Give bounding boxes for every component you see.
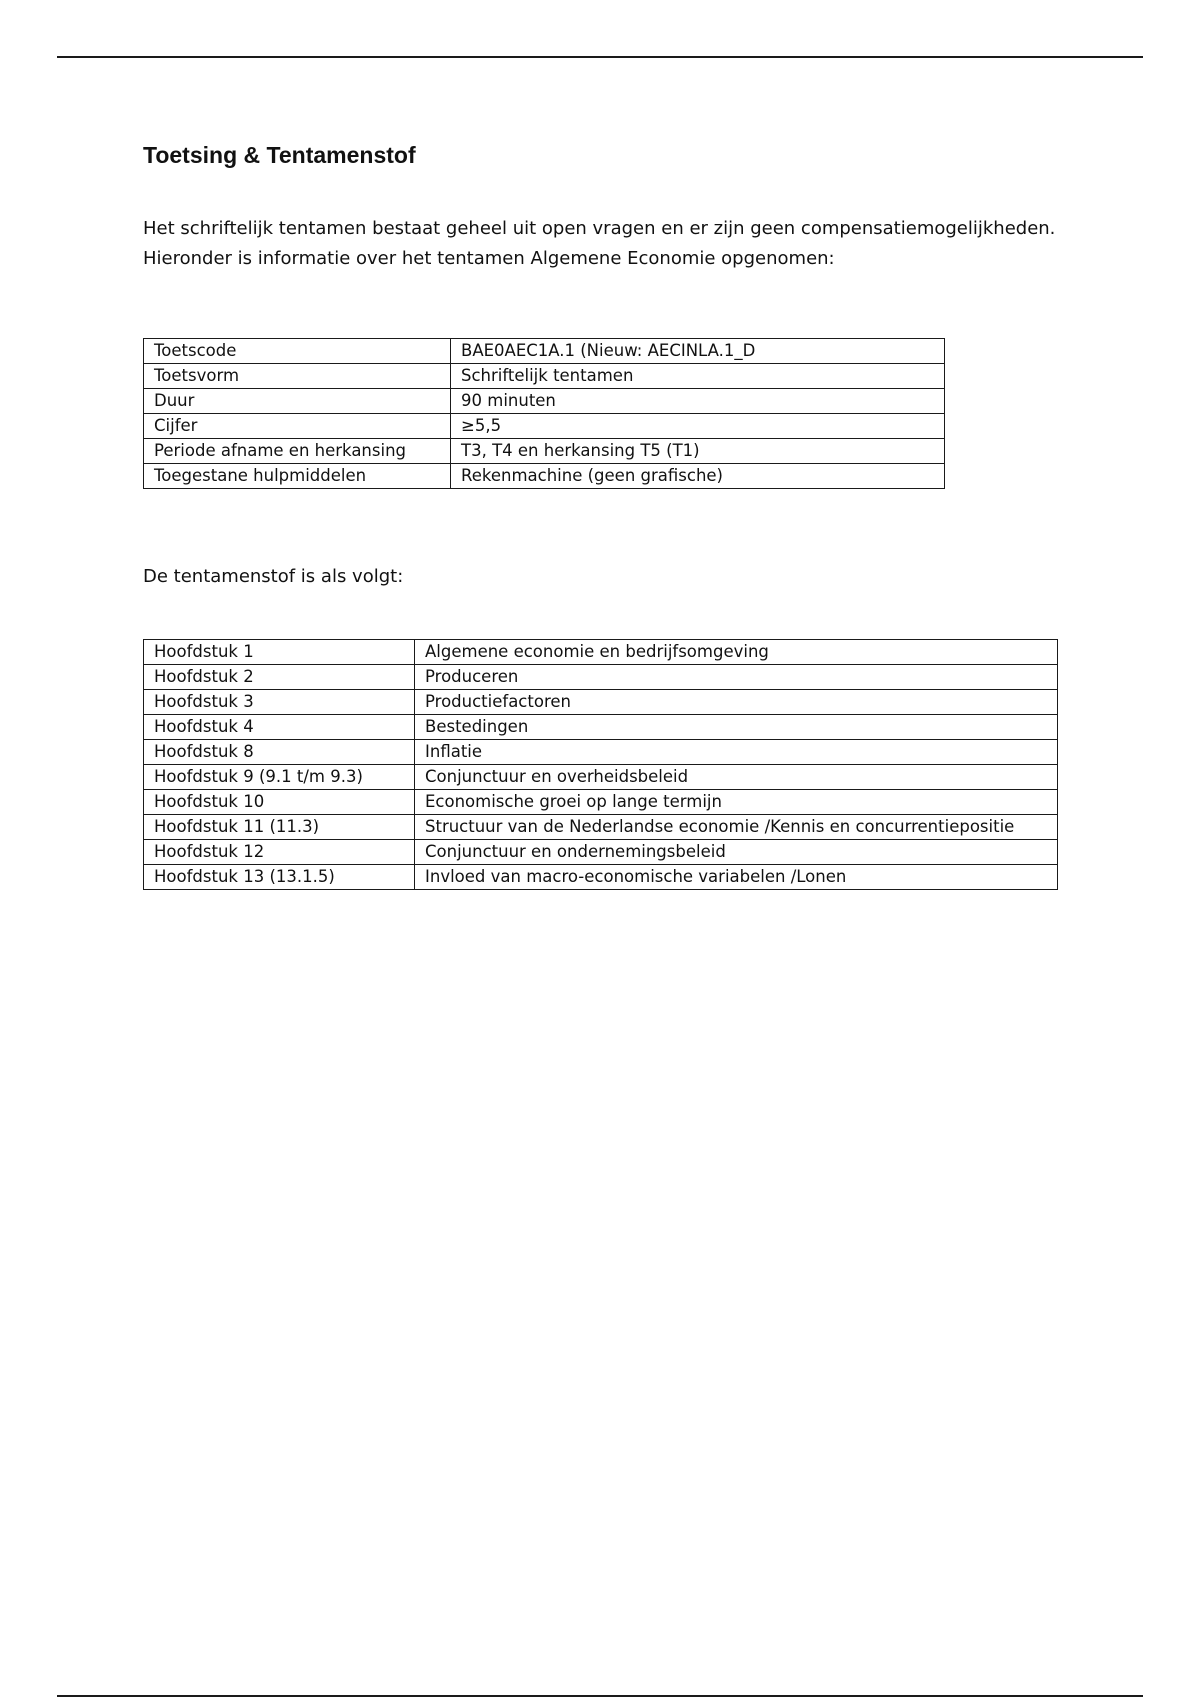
- chapter-cell: Hoofdstuk 11 (11.3): [144, 815, 415, 840]
- chapter-cell: Hoofdstuk 8: [144, 740, 415, 765]
- info-label: Periode afname en herkansing: [144, 439, 451, 464]
- table-row: [144, 364, 945, 389]
- info-value: Rekenmachine (geen grafische): [451, 464, 945, 489]
- topic-cell: Inflatie: [415, 740, 1058, 765]
- topic-cell: Invloed van macro-economische variabelen /Lonen: [415, 865, 1058, 890]
- chapter-cell: Hoofdstuk 1: [144, 640, 415, 665]
- chapter-cell: Hoofdstuk 13 (13.1.5): [144, 865, 415, 890]
- table-row: [144, 665, 1058, 690]
- info-label: Toetsvorm: [144, 364, 451, 389]
- header-rule: [57, 56, 1143, 58]
- table-row: [144, 815, 1058, 840]
- info-value: T3, T4 en herkansing T5 (T1): [451, 439, 945, 464]
- table-row: [144, 765, 1058, 790]
- info-value: ≥5,5: [451, 414, 945, 439]
- intro-line-2: Hieronder is informatie over het tentamen Algemene Economie opgenomen:: [143, 248, 835, 269]
- info-value: BAE0AEC1A.1 (Nieuw: AECINLA.1_D: [451, 339, 945, 364]
- topic-cell: Economische groei op lange termijn: [415, 790, 1058, 815]
- chapter-cell: Hoofdstuk 12: [144, 840, 415, 865]
- table-row: [144, 690, 1058, 715]
- table-row: [144, 865, 1058, 890]
- table-row: [144, 840, 1058, 865]
- chapter-cell: Hoofdstuk 2: [144, 665, 415, 690]
- info-label: Toetscode: [144, 339, 451, 364]
- chapter-cell: Hoofdstuk 4: [144, 715, 415, 740]
- table-row: [144, 389, 945, 414]
- info-label: Toegestane hulpmiddelen: [144, 464, 451, 489]
- table-row: [144, 740, 1058, 765]
- topic-cell: Productiefactoren: [415, 690, 1058, 715]
- topic-cell: Bestedingen: [415, 715, 1058, 740]
- topic-cell: Structuur van de Nederlandse economie /Kennis en concurrentiepositie: [415, 815, 1058, 840]
- exam-info-table: [143, 338, 945, 489]
- chapter-cell: Hoofdstuk 10: [144, 790, 415, 815]
- section-heading: Toetsing & Tentamenstof: [143, 142, 416, 168]
- chapter-cell: Hoofdstuk 9 (9.1 t/m 9.3): [144, 765, 415, 790]
- chapters-table: [143, 639, 1058, 890]
- info-label: Cijfer: [144, 414, 451, 439]
- topic-cell: Conjunctuur en overheidsbeleid: [415, 765, 1058, 790]
- topic-cell: Conjunctuur en ondernemingsbeleid: [415, 840, 1058, 865]
- info-label: Duur: [144, 389, 451, 414]
- topic-cell: Algemene economie en bedrijfsomgeving: [415, 640, 1058, 665]
- chapter-cell: Hoofdstuk 3: [144, 690, 415, 715]
- table-row: [144, 464, 945, 489]
- table-row: [144, 640, 1058, 665]
- topic-cell: Produceren: [415, 665, 1058, 690]
- table-row: [144, 439, 945, 464]
- tentamenstof-intro: De tentamenstof is als volgt:: [143, 566, 404, 587]
- table-row: [144, 414, 945, 439]
- table-row: [144, 790, 1058, 815]
- table-row: [144, 715, 1058, 740]
- info-value: Schriftelijk tentamen: [451, 364, 945, 389]
- info-value: 90 minuten: [451, 389, 945, 414]
- intro-line-1: Het schriftelijk tentamen bestaat geheel uit open vragen en er zijn geen compensatiemogelijkheden.: [143, 218, 1056, 239]
- intro-paragraph: [143, 214, 1055, 274]
- footer-rule: [57, 1695, 1143, 1697]
- table-row: [144, 339, 945, 364]
